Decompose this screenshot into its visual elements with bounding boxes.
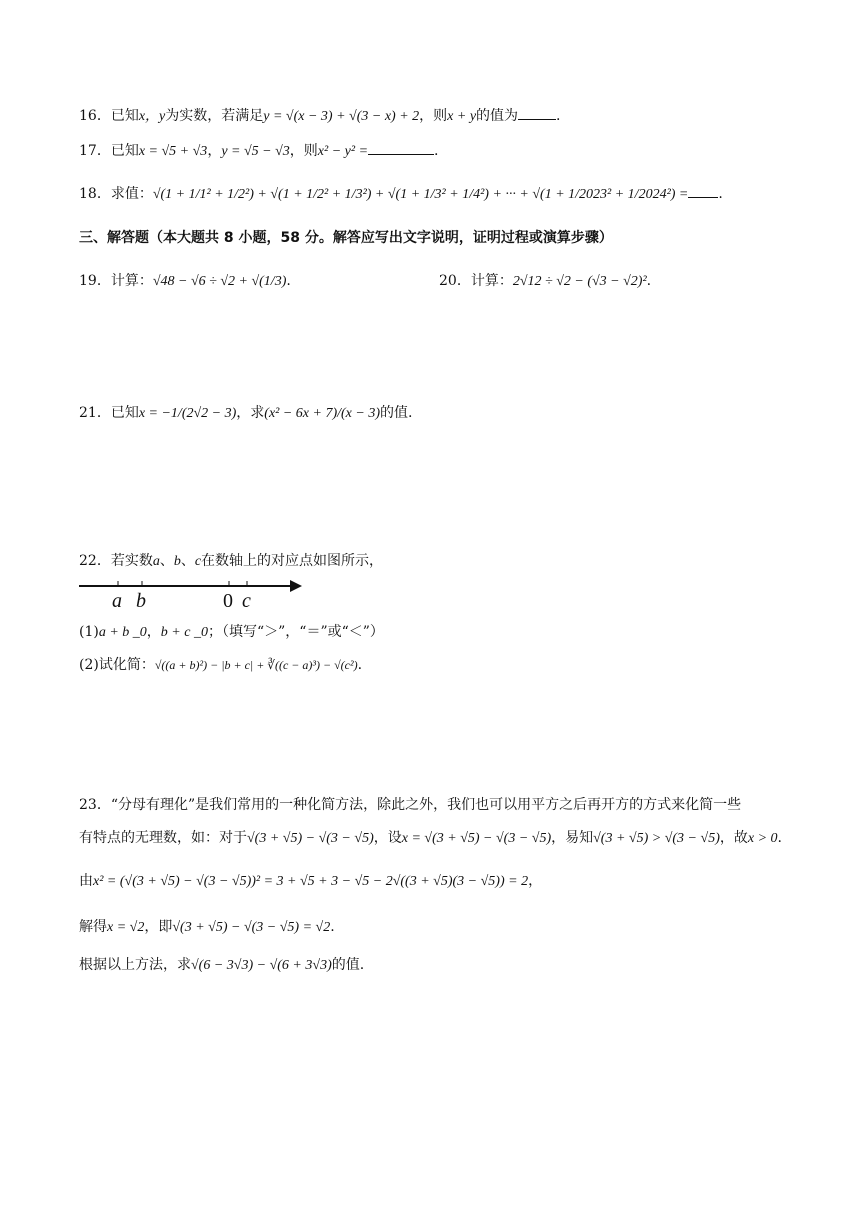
q16-answer-blank bbox=[518, 107, 556, 120]
q22-p2-label: (2)试化简： bbox=[79, 657, 155, 673]
section-3-heading: 三、解答题（本大题共 8 小题，58 分。解答应写出文字说明，证明过程或演算步骤） bbox=[79, 230, 613, 246]
q21-end: 的值. bbox=[380, 405, 413, 421]
q16-mid: 为实数，若满足 bbox=[165, 108, 264, 124]
question-22-part-2 bbox=[79, 655, 362, 675]
q22-p2-tail: . bbox=[357, 657, 363, 673]
q21-x-expr: x = −1/(2√2 − 3) bbox=[138, 406, 237, 421]
q19-number: 19． bbox=[79, 273, 111, 289]
q18-number: 18． bbox=[79, 186, 111, 202]
q22-end: 在数轴上的对应点如图所示， bbox=[201, 553, 384, 569]
q17-x-expr: x = √5 + √3 bbox=[138, 144, 208, 159]
q23-l4e: . bbox=[330, 919, 335, 935]
q21-target: (x² − 6x + 7)/(x − 3) bbox=[264, 406, 380, 421]
q23-l2d: x = √(3 + √5) − √(3 − √5) bbox=[401, 831, 552, 846]
q23-l3b: x² = (√(3 + √5) − √(3 − √5))² = 3 + √5 + 3 − √5 − 2√((3 + √5)(3 − √5)) = 2 bbox=[93, 874, 529, 889]
question-23-line-2 bbox=[79, 828, 782, 849]
q17-y-expr: y = √5 − √3 bbox=[221, 144, 290, 159]
question-17 bbox=[79, 141, 438, 162]
q23-l2c: ，设 bbox=[373, 830, 402, 846]
q20-expr: 2√12 ÷ √2 − (√3 − √2)² bbox=[512, 274, 647, 289]
q23-l5b: √(6 − 3√3) − √(6 + 3√3) bbox=[191, 958, 332, 973]
q23-l2f: √(3 + √5) > √(3 − √5) bbox=[593, 831, 720, 846]
q17-target: x² − y² = bbox=[317, 144, 369, 159]
q23-l2h: x > 0 bbox=[747, 831, 778, 846]
question-23-line-1: 23．“分母有理化”是我们常用的一种化简方法，除此之外，我们也可以用平方之后再开方的方式来化简一些 bbox=[79, 797, 742, 813]
q17-answer-blank bbox=[368, 142, 434, 155]
q23-l4c: ，即 bbox=[144, 919, 173, 935]
q22-p1-label: (1) bbox=[79, 624, 99, 640]
question-18 bbox=[79, 184, 723, 205]
question-20 bbox=[439, 271, 651, 292]
q23-l3c: ， bbox=[528, 873, 543, 889]
q21-mid: ，求 bbox=[236, 405, 265, 421]
q23-l3a: 由 bbox=[79, 873, 93, 889]
q17-sep: ， bbox=[207, 143, 222, 159]
q16-end: 的值为 bbox=[476, 108, 519, 124]
q16-target: x + y bbox=[447, 109, 477, 124]
number-line bbox=[76, 574, 306, 614]
q20-tail: . bbox=[646, 273, 652, 289]
question-22 bbox=[79, 551, 383, 572]
q18-text: 求值： bbox=[110, 186, 153, 202]
q16-expr: y = √(x − 3) + √(3 − x) + 2 bbox=[263, 109, 420, 124]
axis-label-0: 0 bbox=[223, 590, 233, 612]
q19-text: 计算： bbox=[110, 273, 153, 289]
q17-number: 17． bbox=[79, 143, 111, 159]
axis-label-c: c bbox=[242, 590, 251, 612]
q17-after: ，则 bbox=[289, 143, 318, 159]
q20-number: 20． bbox=[439, 273, 471, 289]
q22-p2-expr: √((a + b)²) − |b + c| + ∛((c − a)³) − √(c²) bbox=[154, 658, 358, 672]
q22-p1-expr-1: a + b _0 bbox=[98, 625, 147, 640]
question-16 bbox=[79, 106, 561, 127]
q22-sep-1: 、 bbox=[159, 553, 174, 569]
q23-l2b: √(3 + √5) − √(3 − √5) bbox=[247, 831, 374, 846]
q23-l4d: √(3 + √5) − √(3 − √5) = √2 bbox=[172, 920, 331, 935]
q18-answer-blank bbox=[688, 185, 718, 198]
q22-number: 22． bbox=[79, 553, 111, 569]
q23-l5a: 根据以上方法，求 bbox=[79, 957, 191, 973]
q22-var-b: b bbox=[173, 554, 181, 569]
q16-after: ，则 bbox=[419, 108, 448, 124]
q16-text: 已知 bbox=[110, 108, 139, 124]
question-23-line-5 bbox=[79, 955, 364, 976]
q23-l4a: 解得 bbox=[79, 919, 107, 935]
q22-p1-expr-2: b + c _0 bbox=[160, 625, 208, 640]
q21-number: 21． bbox=[79, 405, 111, 421]
q16-tail: . bbox=[556, 108, 561, 124]
q23-l4b: x = √2 bbox=[107, 920, 145, 935]
q22-text: 若实数 bbox=[110, 553, 153, 569]
q17-text: 已知 bbox=[110, 143, 139, 159]
question-23-line-4 bbox=[79, 917, 335, 938]
q19-tail: . bbox=[286, 273, 291, 289]
q18-tail: . bbox=[718, 186, 723, 202]
q23-l2a: 有特点的无理数，如：对于 bbox=[79, 830, 247, 846]
axis-arrow-icon bbox=[290, 580, 302, 592]
q20-text: 计算： bbox=[470, 273, 513, 289]
q23-l2g: ，故 bbox=[719, 830, 748, 846]
q19-expr: √48 − √6 ÷ √2 + √(1/3) bbox=[152, 274, 287, 289]
q16-number: 16． bbox=[79, 108, 111, 124]
q16-vars: x，y bbox=[138, 109, 166, 124]
q22-p1-hint: ；（填写“＞”，“＝”或“＜”） bbox=[207, 624, 384, 640]
q17-tail: . bbox=[434, 143, 439, 159]
question-21 bbox=[79, 403, 412, 424]
q22-sep-2: 、 bbox=[180, 553, 195, 569]
axis-label-b: b bbox=[136, 590, 146, 612]
question-23-line-3 bbox=[79, 871, 542, 892]
q23-l2e: ，易知 bbox=[551, 830, 594, 846]
q23-l2i: . bbox=[777, 830, 782, 846]
q21-text: 已知 bbox=[110, 405, 139, 421]
q22-var-c: c bbox=[194, 554, 202, 569]
question-22-part-1 bbox=[79, 622, 384, 643]
q22-var-a: a bbox=[152, 554, 160, 569]
question-19 bbox=[79, 271, 291, 292]
axis-label-a: a bbox=[112, 590, 122, 612]
q23-l5c: 的值. bbox=[331, 957, 365, 973]
q22-p1-sep: ， bbox=[146, 624, 161, 640]
q18-expr: √(1 + 1/1² + 1/2²) + √(1 + 1/2² + 1/3²) + √(1 + 1/3² + 1/4²) + ··· + √(1 + 1/2023² + 1/2024²) = bbox=[152, 187, 689, 202]
